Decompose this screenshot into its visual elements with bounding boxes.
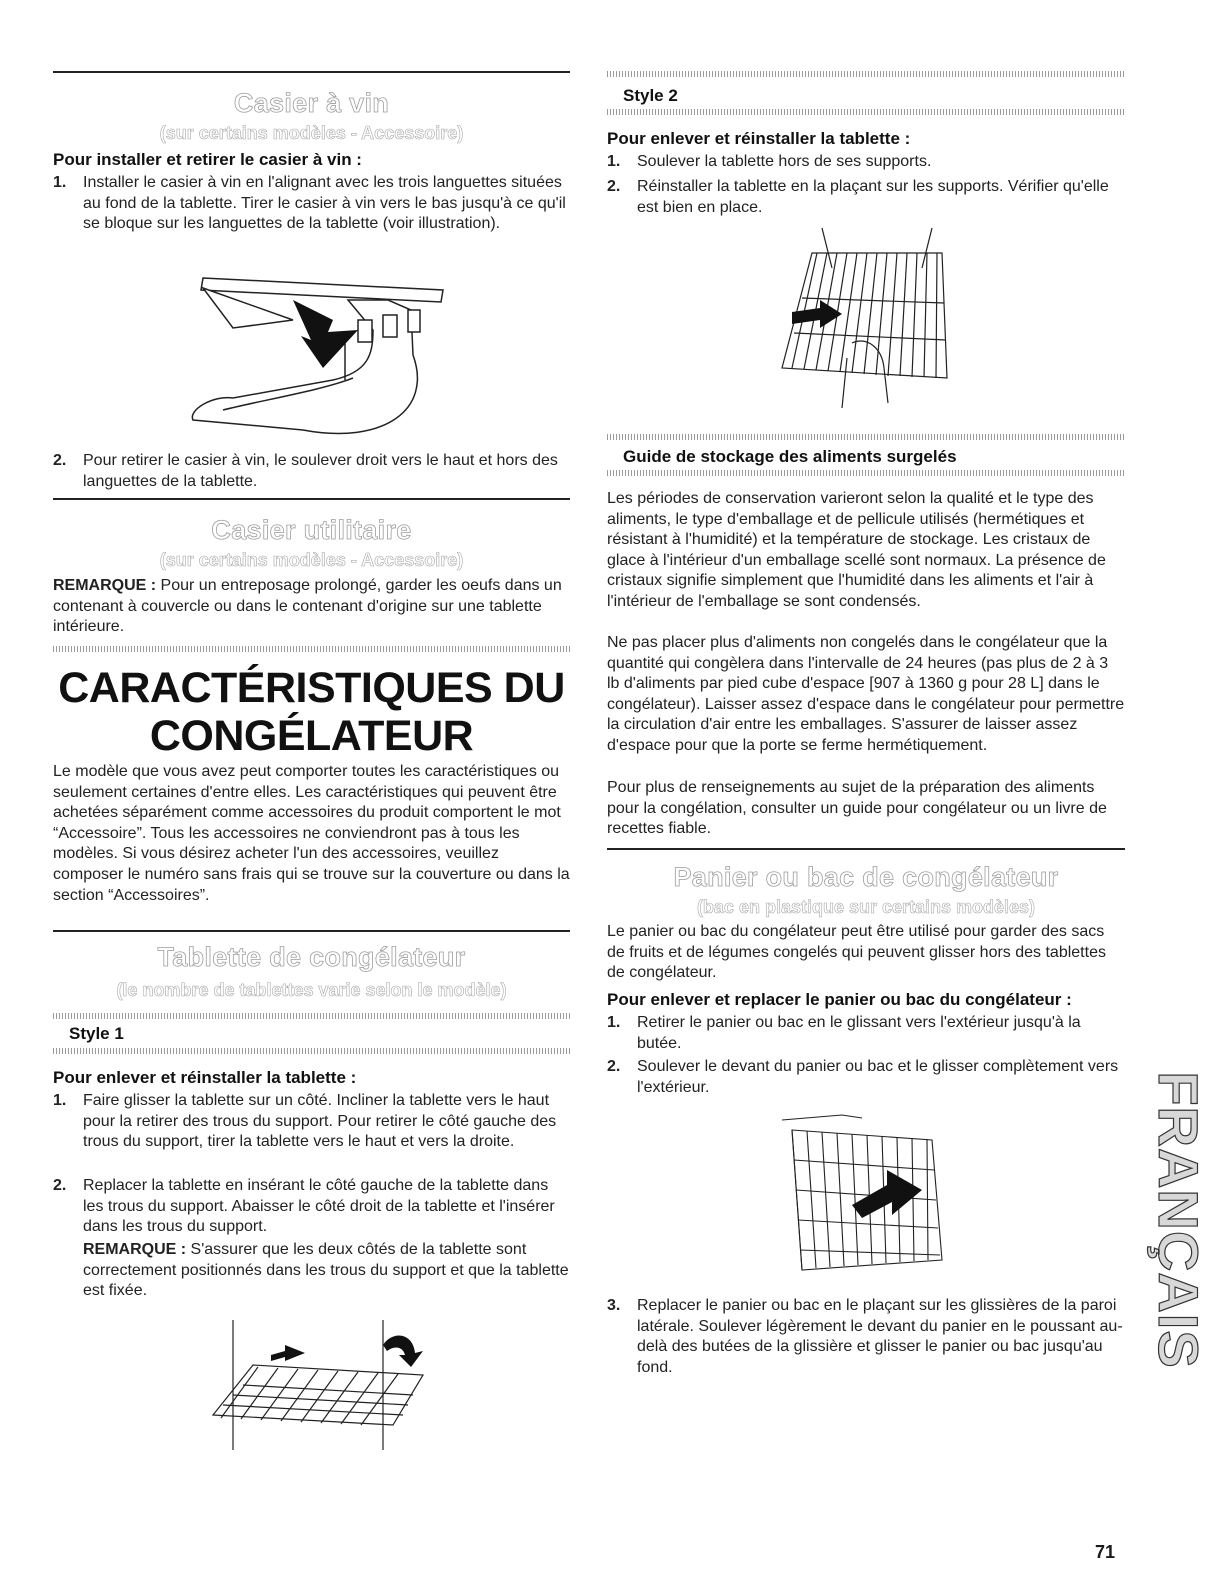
hatch-rule [607,109,1125,115]
style-2-step-1 [607,152,1125,173]
basket-illustration [782,1110,957,1280]
step-text: Installer le casier à vin en l'alignant avec les trois languettes situées au fond de la tablette. Tirer le casier à vin vers le bas jusqu'à ce qu'il se bloque sur les languettes de la tablette (voir illustration). [83,174,566,233]
main-heading-line-2: CONGÉLATEUR [149,712,474,760]
wine-rack-title: Casier à vin [233,88,390,118]
wine-rack-subtitle: (sur certains modèles - Accessoire) [159,123,464,143]
note-text: S'assurer que les deux côtés de la tablette sont correctement positionnés dans les trous du support et que la tablette est fixée. [83,1241,569,1300]
main-heading-line-1: CARACTÉRISTIQUES DU [58,664,565,712]
freezer-shelf-title: Tablette de congélateur [157,942,466,972]
step-number: 2. [53,452,67,469]
section-rule [607,848,1125,850]
language-side-tab [1134,1070,1214,1370]
basket-heading: Pour enlever et replacer le panier ou bac du congélateur : [607,990,1072,1009]
section-rule [53,498,570,500]
features-intro: Le modèle que vous avez peut comporter toutes les caractéristiques ou seulement certaines d'entre elles. Les caractéristiques qui peuvent être achetées séparément comme accessoires du produit comportent le mot “Accessoire”. Tous les accessoires ne conviendront pas à tous les modèles. Si vous désirez acheter l'un des accessoires, veuillez composer le numéro sans frais qui se trouve sur la couverture ou dans la section “Accessoires”. [53,763,570,904]
hatch-rule [607,470,1125,476]
style-2-heading: Pour enlever et réinstaller la tablette : [607,129,911,148]
side-tab-text: FRANÇAIS [1147,1071,1211,1369]
step-text: Retirer le panier ou bac en le glissant vers l'extérieur jusqu'à la butée. [637,1014,1081,1052]
basket-step-2 [607,1057,1125,1098]
wine-step-2 [53,451,570,492]
style-2-label: Style 2 [623,86,678,105]
step-text: Faire glisser la tablette sur un côté. Incliner la tablette vers le haut pour la retirer des trous du support. Pour retirer le côté gauche des trous du support, tirer la tablette vers le haut et vers la droite. [83,1092,557,1151]
basket-title: Panier ou bac de congélateur [673,862,1059,892]
basket-step-3 [607,1296,1125,1378]
wine-rack-heading: Pour installer et retirer le casier à vin : [53,150,362,169]
step-number: 1. [607,1014,621,1031]
step-text: Réinstaller la tablette en la plaçant sur les supports. Vérifier qu'elle est bien en place. [637,178,1109,216]
step-number: 2. [53,1177,67,1194]
hatch-rule [607,434,1125,440]
page-number: 71 [1095,1542,1116,1562]
shelf-style-2-illustration [772,228,962,413]
note-label: REMARQUE : [53,577,157,594]
step-number: 2. [607,1058,621,1075]
wine-step-1 [53,173,570,235]
step-text: Replacer la tablette en insérant le côté gauche de la tablette dans les trous du support. Abaisser le côté droit de la tablette et l'insérer dans les trous du support. [83,1177,555,1236]
style-1-label: Style 1 [69,1024,124,1043]
basket-subtitle: (bac en plastique sur certains modèles) [696,897,1036,917]
step-number: 1. [607,153,621,170]
hatch-rule [53,1013,570,1019]
section-rule [53,930,570,932]
shelf-style-1-illustration [193,1315,493,1450]
step-text: Soulever la tablette hors de ses supports. [637,153,932,170]
step-number: 1. [53,174,67,191]
hatch-rule [53,1048,570,1054]
guide-heading: Guide de stockage des aliments surgelés [623,447,957,466]
step-number: 1. [53,1092,67,1109]
freezer-shelf-subtitle: (le nombre de tablettes varie selon le modèle) [116,980,507,1000]
guide-paragraph-2: Ne pas placer plus d'aliments non congelés dans le congélateur que la quantité qui congèlera dans l'intervalle de 24 heures (pas plus de 2 à 3 lb d'aliments par pied cube d'espace [907 à 1360 g pour 28 L] dans le congélateur). Laisser assez d'espace dans le congélateur pour permettre la circulation d'air entre les emballages. S'assurer de laisser assez d'espace pour que la porte se ferme hermétiquement. [607,634,1125,754]
style-2-step-2 [607,177,1125,218]
hatch-rule [607,71,1125,77]
note-label: REMARQUE : [83,1241,187,1258]
section-rule [53,71,570,73]
guide-paragraph-3: Pour plus de renseignements au sujet de la préparation des aliments pour la congélation, consulter un guide pour congélateur ou un livre de recettes fiable. [607,779,1107,838]
step-number: 3. [607,1297,621,1314]
shelf-heading: Pour enlever et réinstaller la tablette : [53,1068,357,1087]
wine-rack-illustration [173,260,513,445]
utility-bin-title: Casier utilitaire [211,515,412,545]
step-number: 2. [607,178,621,195]
hatch-rule [53,646,570,652]
shelf-step-1 [53,1091,570,1153]
utility-bin-subtitle: (sur certains modèles - Accessoire) [159,550,464,570]
shelf-note [83,1240,570,1302]
step-text: Pour retirer le casier à vin, le soulever droit vers le haut et hors des languettes de la tablette. [83,452,558,490]
step-text: Replacer le panier ou bac en le plaçant sur les glissières de la paroi latérale. Soulever légèrement le devant du panier en le poussant au-delà des butées de la glissière et glisser le panier ou bac jusqu'au fond. [637,1297,1123,1376]
basket-intro: Le panier ou bac du congélateur peut être utilisé pour garder des sacs de fruits et de légumes congelés qui peuvent glisser hors des tablettes de congélateur. [607,923,1106,982]
basket-step-1 [607,1013,1125,1054]
note-text: Pour un entreposage prolongé, garder les oeufs dans un contenant à couvercle ou dans le contenant d'origine sur une tablette intérieure. [53,577,562,636]
step-text: Soulever le devant du panier ou bac et le glisser complètement vers l'extérieur. [637,1058,1119,1096]
guide-paragraph-1: Les périodes de conservation varieront selon la qualité et le type des aliments, le type d'emballage et de pellicule utilisés (hermétiques et résistant à l'humidité) et la température de stockage. Les cristaux de glace à l'intérieur d'un emballage scellé sont normaux. La présence de cristaux signifie simplement que l'humidité dans les aliments et l'air à l'intérieur de l'emballage se sont condensés. [607,490,1106,610]
utility-note [53,576,570,638]
shelf-step-2 [53,1176,570,1238]
